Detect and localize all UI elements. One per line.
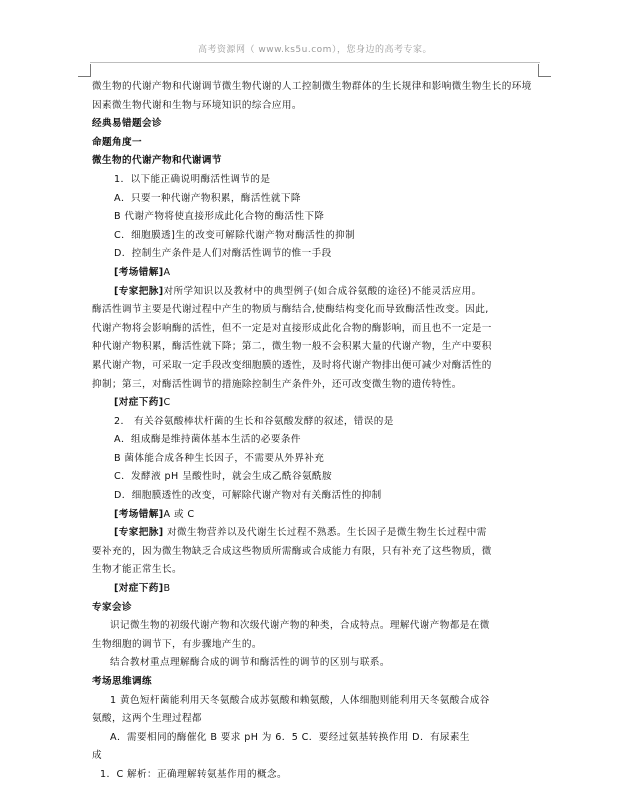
question-1-wrong-answer <box>92 264 540 283</box>
exam-training-heading: 考场思维调练 <box>92 676 152 687</box>
crop-mark-top-left <box>78 64 91 77</box>
question-2-expert-line-1: 要补充的，因为微生物缺乏合成这些物质所需酶或合成能力有限，只有补充了这些物质，微 <box>92 545 492 557</box>
document-body <box>92 78 540 785</box>
question-1-expert-line-3: 种代谢产物积累，酶活性就下降；第二，微生物一般不会积累大量的代谢产物，生产中要积 <box>92 341 492 353</box>
question-2-option-a: A．组成酶是维持菌体基本生活的必要条件 <box>114 434 301 446</box>
question-1-correct-answer <box>92 394 540 413</box>
question-1-expert-line-5: 抑制；第三，对酶活性调节的措施除控制生产条件外，还可改变微生物的遗传特性。 <box>92 378 462 390</box>
question-3-stem-line-1: 氨酸，这两个生理过程都 <box>92 713 202 725</box>
subsection-heading: 命题角度一 <box>92 136 142 148</box>
question-2-option-c: C．发酵液 pH 呈酸性时，就会生成乙酰谷氨酰胺 <box>114 471 332 483</box>
question-2-option-b: B 菌体能合成各种生长因子，不需要从外界补充 <box>114 452 325 464</box>
wrong-answer-label: [考场错解] <box>114 266 164 278</box>
question-1-option-d: D．控制生产条件是人们对酶活性调节的惟一手段 <box>114 248 332 260</box>
question-1-expert-line-1: 酶活性调节主要是代谢过程中产生的物质与酶结合,使酶结构变化而导致酶活性改变。因此, <box>92 304 489 316</box>
question-1-expert-line-4: 累代谢产物，可采取一定手段改变细胞膜的透性，及时将代谢产物排出便可减少对酶活性的 <box>92 359 492 371</box>
expert-analysis-text: 对所学知识以及教材中的典型例子(如合成谷氨酸的途径)不能灵活应用。 <box>163 285 482 297</box>
wrong-answer-value: A 或 C <box>163 508 195 520</box>
question-1-expert-line-0 <box>92 283 540 302</box>
question-1-option-a: A．只要一种代谢产物积累，酶活性就下降 <box>114 192 301 204</box>
section-heading: 经典易错题会诊 <box>92 118 162 130</box>
question-3-stem-line-0: 1 黄色短杆菌能利用天冬氨酸合成苏氨酸和赖氨酸，人体细胞则能利用天冬氨酸合成谷 <box>110 694 490 706</box>
question-1-stem: 1．以下能正确说明酶活性调节的是 <box>114 173 271 185</box>
question-3-options-line-1: 成 <box>92 750 102 762</box>
expert-consult-line-1: 生物细胞的调节下，有步骤地产生的。 <box>92 638 262 650</box>
question-1-option-c: C．细胞膜透]生的改变可解除代谢产物对酶活性的抑制 <box>114 229 356 241</box>
answer-explanation: 1．C 解析：正确理解转氨基作用的概念。 <box>100 768 287 780</box>
correct-answer-label: [对症下药] <box>114 583 164 595</box>
correct-answer-label: [对症下药] <box>114 397 164 409</box>
question-3-options-line-0: A．需要相同的酶催化 B 要求 pH 为 6．5 C．要经过氨基转换作用 D．有尿素生 <box>110 731 470 743</box>
question-2-option-d: D．细胞膜透性的改变，可解除代谢产物对有关酶活性的抑制 <box>114 490 382 502</box>
expert-consult-heading: 专家会诊 <box>92 601 132 613</box>
intro-paragraph: 微生物的代谢产物和代谢调节微生物代谢的人工控制微生物群体的生长规律和影响微生物生长的环境因素微生物代谢和生物与环境知识的综合应用。 <box>92 81 532 111</box>
question-2-expert-line-2: 生物才能正常生长。 <box>92 564 182 576</box>
question-2-stem: 2． 有关谷氨酸棒状杆菌的生长和谷氨酸发酵的叙述，错误的是 <box>114 415 394 427</box>
question-2-wrong-answer <box>92 506 540 525</box>
expert-consult-line-2: 结合教材重点理解酶合成的调节和酶活性的调节的区别与联系。 <box>110 657 390 669</box>
crop-mark-top-right <box>538 64 551 77</box>
expert-consult-line-0: 识记微生物的初级代谢产物和次级代谢产物的种类，合成特点。理解代谢产物都是在微 <box>110 620 490 632</box>
question-2-correct-answer <box>92 580 540 599</box>
wrong-answer-label: [考场错解] <box>114 508 164 520</box>
expert-analysis-label: [专家把脉] <box>114 285 164 297</box>
question-2-expert-line-0 <box>92 524 540 543</box>
expert-analysis-label: [专家把脉] <box>114 527 164 539</box>
correct-answer-value: B <box>163 583 171 595</box>
wrong-answer-value: A <box>163 266 171 278</box>
correct-answer-value: C <box>163 397 171 409</box>
question-1-expert-line-2: 代谢产物将会影响酶的活性，但不一定是对直接形成此化合物的酶影响，而且也不一定是一 <box>92 322 492 334</box>
question-1-option-b: B 代谢产物将使直接形成此化合物的酶活性下降 <box>114 211 325 223</box>
page-header: 高考资源网（ www.ks5u.com），您身边的高考专家。 <box>198 45 432 55</box>
expert-analysis-text: 对微生物营养以及代谢生长过程不熟悉。生长因子是微生物生长过程中需 <box>163 527 487 539</box>
header-rule <box>90 62 540 63</box>
topic-heading: 微生物的代谢产物和代谢调节 <box>92 155 222 167</box>
